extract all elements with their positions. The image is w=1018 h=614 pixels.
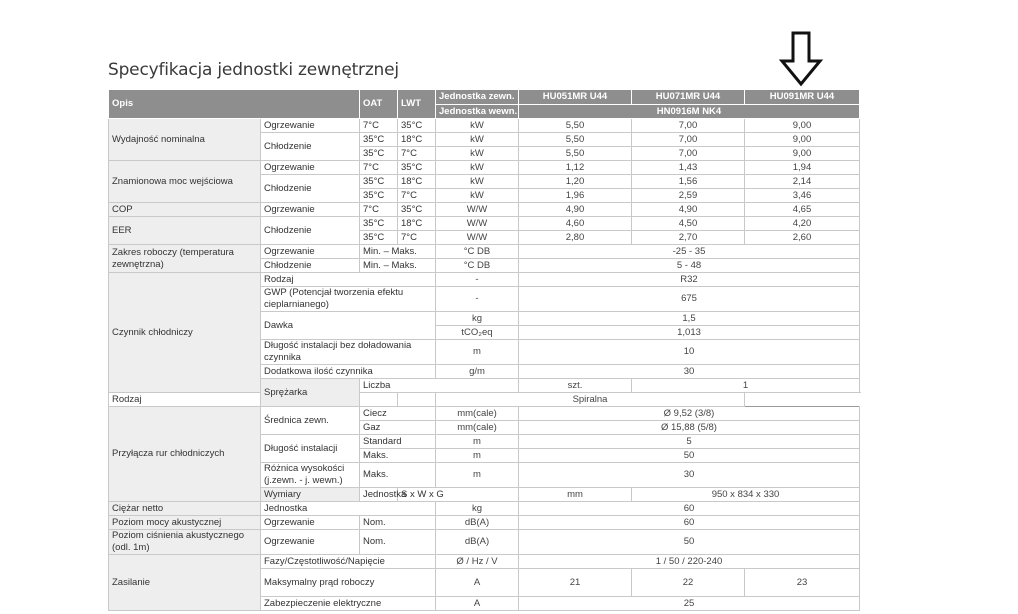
table-row <box>109 516 860 530</box>
value-cell: Spiralna <box>436 393 745 407</box>
value-cell: 2,80 <box>519 231 632 245</box>
table-row <box>109 119 860 133</box>
value-cell: 50 <box>519 530 860 555</box>
condition-cell: Min. – Maks. <box>360 259 436 273</box>
unit-cell: Ø / Hz / V <box>436 555 519 569</box>
row-sub-label: Fazy/Częstotliwość/Napięcie <box>261 555 436 569</box>
table-row <box>109 407 860 421</box>
row-sub-label: Długość instalacji bez doładowania czynnika <box>261 340 436 365</box>
unit-cell: mm(cale) <box>436 407 519 421</box>
value-cell: 2,14 <box>745 175 860 189</box>
value-cell: 1 <box>632 379 860 393</box>
unit-cell: W/W <box>436 203 519 217</box>
value-cell: 1,56 <box>632 175 745 189</box>
unit-cell: kW <box>436 175 519 189</box>
unit-cell: - <box>436 273 519 287</box>
lwt-cell: 7°C <box>398 231 436 245</box>
unit-cell: mm(cale) <box>436 421 519 435</box>
col-header-opis: Opis <box>109 90 360 119</box>
oat-cell: 35°C <box>360 147 398 161</box>
value-cell: 1,96 <box>519 189 632 203</box>
condition-cell: S x W x G <box>398 488 519 502</box>
unit-cell: W/W <box>436 231 519 245</box>
row-group-label: EER <box>109 217 261 245</box>
value-cell: 7,00 <box>632 133 745 147</box>
row-sub-label: Liczba <box>360 379 519 393</box>
unit-cell: W/W <box>436 217 519 231</box>
value-cell: 4,65 <box>745 203 860 217</box>
lwt-cell: 18°C <box>398 217 436 231</box>
value-cell: 10 <box>519 340 860 365</box>
oat-cell: 35°C <box>360 175 398 189</box>
row-sub-label: Ogrzewanie <box>261 516 360 530</box>
row-sub-label: Chłodzenie <box>261 175 360 203</box>
lwt-cell: 7°C <box>398 147 436 161</box>
row-group-label: Przyłącza rur chłodniczych <box>109 407 261 502</box>
unit-cell: mm <box>519 488 632 502</box>
spec-table-body <box>109 119 860 611</box>
row-group-label: Czynnik chłodniczy <box>109 273 261 393</box>
row-group-label: Wymiary <box>261 488 360 502</box>
row-sub-label: Ogrzewanie <box>261 203 360 217</box>
lwt-cell: 35°C <box>398 119 436 133</box>
outdoor-unit-label: Jednostka zewn. <box>436 90 519 105</box>
unit-cell: - <box>436 287 519 312</box>
value-cell: 9,00 <box>745 119 860 133</box>
table-row <box>109 502 860 516</box>
unit-cell: g/m <box>436 365 519 379</box>
value-cell: 1 / 50 / 220-240 <box>519 555 860 569</box>
value-cell: -25 - 35 <box>519 245 860 259</box>
value-cell: 5,50 <box>519 147 632 161</box>
row-sub-label: Zabezpieczenie elektryczne <box>261 597 436 611</box>
col-header-oat: OAT <box>360 90 398 119</box>
table-row <box>109 161 860 175</box>
value-cell: 2,60 <box>745 231 860 245</box>
table-row <box>109 273 860 287</box>
unit-cell: m <box>436 340 519 365</box>
row-group-label: COP <box>109 203 261 217</box>
unit-cell: szt. <box>519 379 632 393</box>
oat-cell: 35°C <box>360 189 398 203</box>
oat-cell: 35°C <box>360 133 398 147</box>
oat-cell: 7°C <box>360 119 398 133</box>
oat-cell: 35°C <box>360 217 398 231</box>
model-header: HU071MR U44 <box>632 90 745 105</box>
value-cell: 1,12 <box>519 161 632 175</box>
unit-cell: A <box>436 597 519 611</box>
row-sub-label: Rodzaj <box>261 273 436 287</box>
col-header-lwt: LWT <box>398 90 436 119</box>
row-group-label: Poziom mocy akustycznej <box>109 516 261 530</box>
value-cell: 30 <box>519 365 860 379</box>
value-cell: Ø 9,52 (3/8) <box>519 407 860 421</box>
unit-cell <box>398 393 436 407</box>
value-cell: 4,50 <box>632 217 745 231</box>
unit-cell: dB(A) <box>436 530 519 555</box>
model-header: HU051MR U44 <box>519 90 632 105</box>
value-cell: 1,20 <box>519 175 632 189</box>
value-cell: 5 - 48 <box>519 259 860 273</box>
value-cell: Ø 15,88 (5/8) <box>519 421 860 435</box>
unit-cell: m <box>436 449 519 463</box>
condition-cell: Nom. <box>360 530 436 555</box>
row-group-label: Zasilanie <box>109 555 261 611</box>
unit-cell: kW <box>436 133 519 147</box>
row-group-label: Zakres roboczy (temperatura zewnętrzna) <box>109 245 261 273</box>
table-row <box>109 217 860 231</box>
value-cell: 50 <box>519 449 860 463</box>
row-sub-label: GWP (Potencjał tworzenia efektu cieplarnianego) <box>261 287 436 312</box>
row-group-label: Poziom ciśnienia akustycznego (odl. 1m) <box>109 530 261 555</box>
value-cell: 9,00 <box>745 133 860 147</box>
row-sub-label: Ogrzewanie <box>261 161 360 175</box>
value-cell: 4,90 <box>519 203 632 217</box>
row-group-label: Znamionowa moc wejściowa <box>109 161 261 203</box>
value-cell: 5 <box>519 435 860 449</box>
value-cell: 4,60 <box>519 217 632 231</box>
down-arrow-icon <box>779 30 823 88</box>
model-header: HU091MR U44 <box>745 90 860 105</box>
table-row <box>109 555 860 569</box>
row-sub-label: Chłodzenie <box>261 259 360 273</box>
unit-cell: m <box>436 435 519 449</box>
value-cell: 21 <box>519 569 632 597</box>
condition-cell: Nom. <box>360 516 436 530</box>
table-row <box>109 203 860 217</box>
value-cell: 1,94 <box>745 161 860 175</box>
value-cell: 30 <box>519 463 860 488</box>
spec-table <box>108 89 860 611</box>
lwt-cell: 18°C <box>398 175 436 189</box>
row-sub-label: Ogrzewanie <box>261 119 360 133</box>
value-cell: 675 <box>519 287 860 312</box>
value-cell: 950 x 834 x 330 <box>632 488 860 502</box>
value-cell: 9,00 <box>745 147 860 161</box>
page-title: Specyfikacja jednostki zewnętrznej <box>108 60 399 80</box>
unit-cell: kW <box>436 161 519 175</box>
unit-cell: kW <box>436 189 519 203</box>
value-cell: 7,00 <box>632 119 745 133</box>
oat-cell: 7°C <box>360 161 398 175</box>
value-cell: 2,59 <box>632 189 745 203</box>
condition-cell: Min. – Maks. <box>360 245 436 259</box>
value-cell: R32 <box>519 273 860 287</box>
condition-cell: Gaz <box>360 421 436 435</box>
value-cell: 3,46 <box>745 189 860 203</box>
row-sub-label: Maksymalny prąd roboczy <box>261 569 436 597</box>
condition-cell: Standard <box>360 435 436 449</box>
value-cell: 1,5 <box>519 312 860 326</box>
unit-cell: m <box>436 463 519 488</box>
row-sub-label: Różnica wysokości (j.zewn. - j. wewn.) <box>261 463 360 488</box>
lwt-cell: 18°C <box>398 133 436 147</box>
value-cell: 25 <box>519 597 860 611</box>
row-sub-label: Jednostka <box>261 502 436 516</box>
condition-cell: Maks. <box>360 449 436 463</box>
oat-cell: 7°C <box>360 203 398 217</box>
value-cell: 5,50 <box>519 133 632 147</box>
condition-cell: Ciecz <box>360 407 436 421</box>
row-sub-label: Jednostka <box>360 488 398 502</box>
value-cell: 22 <box>632 569 745 597</box>
unit-cell: kg <box>436 312 519 326</box>
condition-cell: Maks. <box>360 463 436 488</box>
row-sub-label: Ogrzewanie <box>261 245 360 259</box>
row-sub-label: Dodatkowa ilość czynnika <box>261 365 436 379</box>
value-cell: 2,70 <box>632 231 745 245</box>
lwt-cell: 35°C <box>398 161 436 175</box>
value-cell: 23 <box>745 569 860 597</box>
row-sub-label: Chłodzenie <box>261 133 360 161</box>
value-cell: 4,90 <box>632 203 745 217</box>
row-sub-label: Rodzaj <box>109 393 398 407</box>
value-cell: 60 <box>519 502 860 516</box>
row-group-label: Ciężar netto <box>109 502 261 516</box>
unit-cell: tCO₂eq <box>436 326 519 340</box>
value-cell: 7,00 <box>632 147 745 161</box>
row-sub-label: Dawka <box>261 312 436 340</box>
value-cell: 60 <box>519 516 860 530</box>
row-sub-label: Średnica zewn. <box>261 407 360 435</box>
table-row <box>109 530 860 555</box>
table-row <box>109 393 860 407</box>
value-cell: 4,20 <box>745 217 860 231</box>
row-sub-label: Długość instalacji <box>261 435 360 463</box>
unit-cell: dB(A) <box>436 516 519 530</box>
indoor-model-header: HN0916M NK4 <box>519 105 860 119</box>
unit-cell: °C DB <box>436 245 519 259</box>
table-row <box>109 245 860 259</box>
value-cell: 1,013 <box>519 326 860 340</box>
row-sub-label: Chłodzenie <box>261 217 360 245</box>
unit-cell: °C DB <box>436 259 519 273</box>
value-cell: 1,43 <box>632 161 745 175</box>
unit-cell: kg <box>436 502 519 516</box>
indoor-unit-label: Jednostka wewn. <box>436 105 519 119</box>
row-group-label: Wydajność nominalna <box>109 119 261 161</box>
oat-cell: 35°C <box>360 231 398 245</box>
value-cell: 5,50 <box>519 119 632 133</box>
unit-cell: kW <box>436 119 519 133</box>
unit-cell: A <box>436 569 519 597</box>
lwt-cell: 35°C <box>398 203 436 217</box>
row-sub-label: Ogrzewanie <box>261 530 360 555</box>
lwt-cell: 7°C <box>398 189 436 203</box>
row-group-label: Sprężarka <box>261 379 360 407</box>
unit-cell: kW <box>436 147 519 161</box>
